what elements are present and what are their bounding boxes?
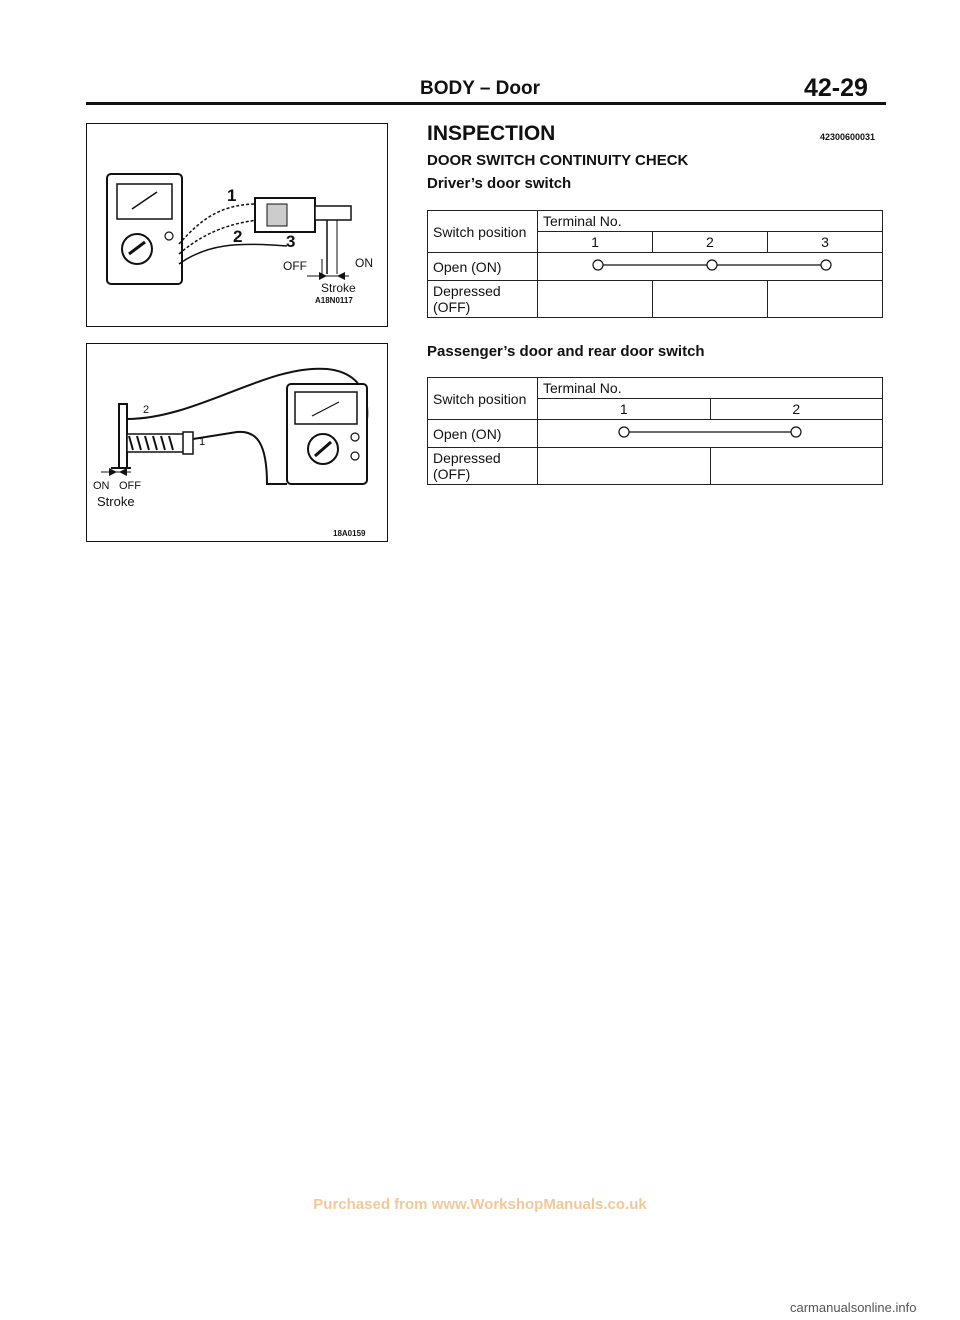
table-row [428,281,883,318]
header-rule [86,102,886,105]
terminal-label-2: 2 [143,404,150,416]
continuity-check-heading: DOOR SWITCH CONTINUITY CHECK [427,152,689,169]
row-position: Depressed (OFF) [428,448,538,485]
on-label: ON [93,480,110,492]
terminal-1-header: 1 [538,232,653,253]
col-header-position: Switch position [428,211,538,253]
terminal-label-2: 2 [233,227,243,246]
continuity-line [538,253,882,277]
continuity-cell [538,253,883,281]
drivers-switch-heading: Driver’s door switch [427,175,572,192]
terminal-label-1: 1 [199,436,206,448]
page-number: 42-29 [804,74,868,102]
row-position: Open (ON) [428,253,538,281]
on-label: ON [355,256,373,270]
figure-driver-switch [86,123,388,327]
tester-illustration-2 [87,344,387,541]
inspection-code: 42300600031 [820,132,876,142]
terminal-circle [619,427,629,437]
watermark: carmanualsonline.info [790,1300,917,1315]
terminal-1-header: 1 [538,399,711,420]
passengers-switch-table [427,377,883,485]
terminal-3-header: 3 [767,232,882,253]
terminal-2-header: 2 [710,399,883,420]
off-label: OFF [119,480,141,492]
figure-passenger-switch [86,343,388,542]
terminal-circle [821,260,831,270]
continuity-cell [538,420,883,448]
terminal-2-header: 2 [652,232,767,253]
off-label: OFF [283,259,307,273]
continuity-line [538,420,882,444]
section-title: BODY – Door [420,78,541,99]
table-row [428,253,883,281]
terminal-label-1: 1 [227,186,237,205]
table-row [428,420,883,448]
terminal-label-3: 3 [286,232,296,251]
passengers-switch-heading: Passenger’s door and rear door switch [427,343,705,360]
inspection-heading: INSPECTION [427,122,556,145]
stroke-label: Stroke [321,281,356,295]
terminal-circle [791,427,801,437]
row-position: Open (ON) [428,420,538,448]
figure-code: A18N0117 [315,296,353,305]
figure-code: 18A0159 [333,529,366,538]
col-header-position: Switch position [428,378,538,420]
terminal-circle [593,260,603,270]
row-position: Depressed (OFF) [428,281,538,318]
terminal-circle [707,260,717,270]
col-header-terminal: Terminal No. [538,378,883,399]
stroke-label: Stroke [97,494,135,509]
table-row [428,448,883,485]
col-header-terminal: Terminal No. [538,211,883,232]
purchase-footer: Purchased from www.WorkshopManuals.co.uk [313,1196,647,1213]
drivers-switch-table [427,210,883,318]
